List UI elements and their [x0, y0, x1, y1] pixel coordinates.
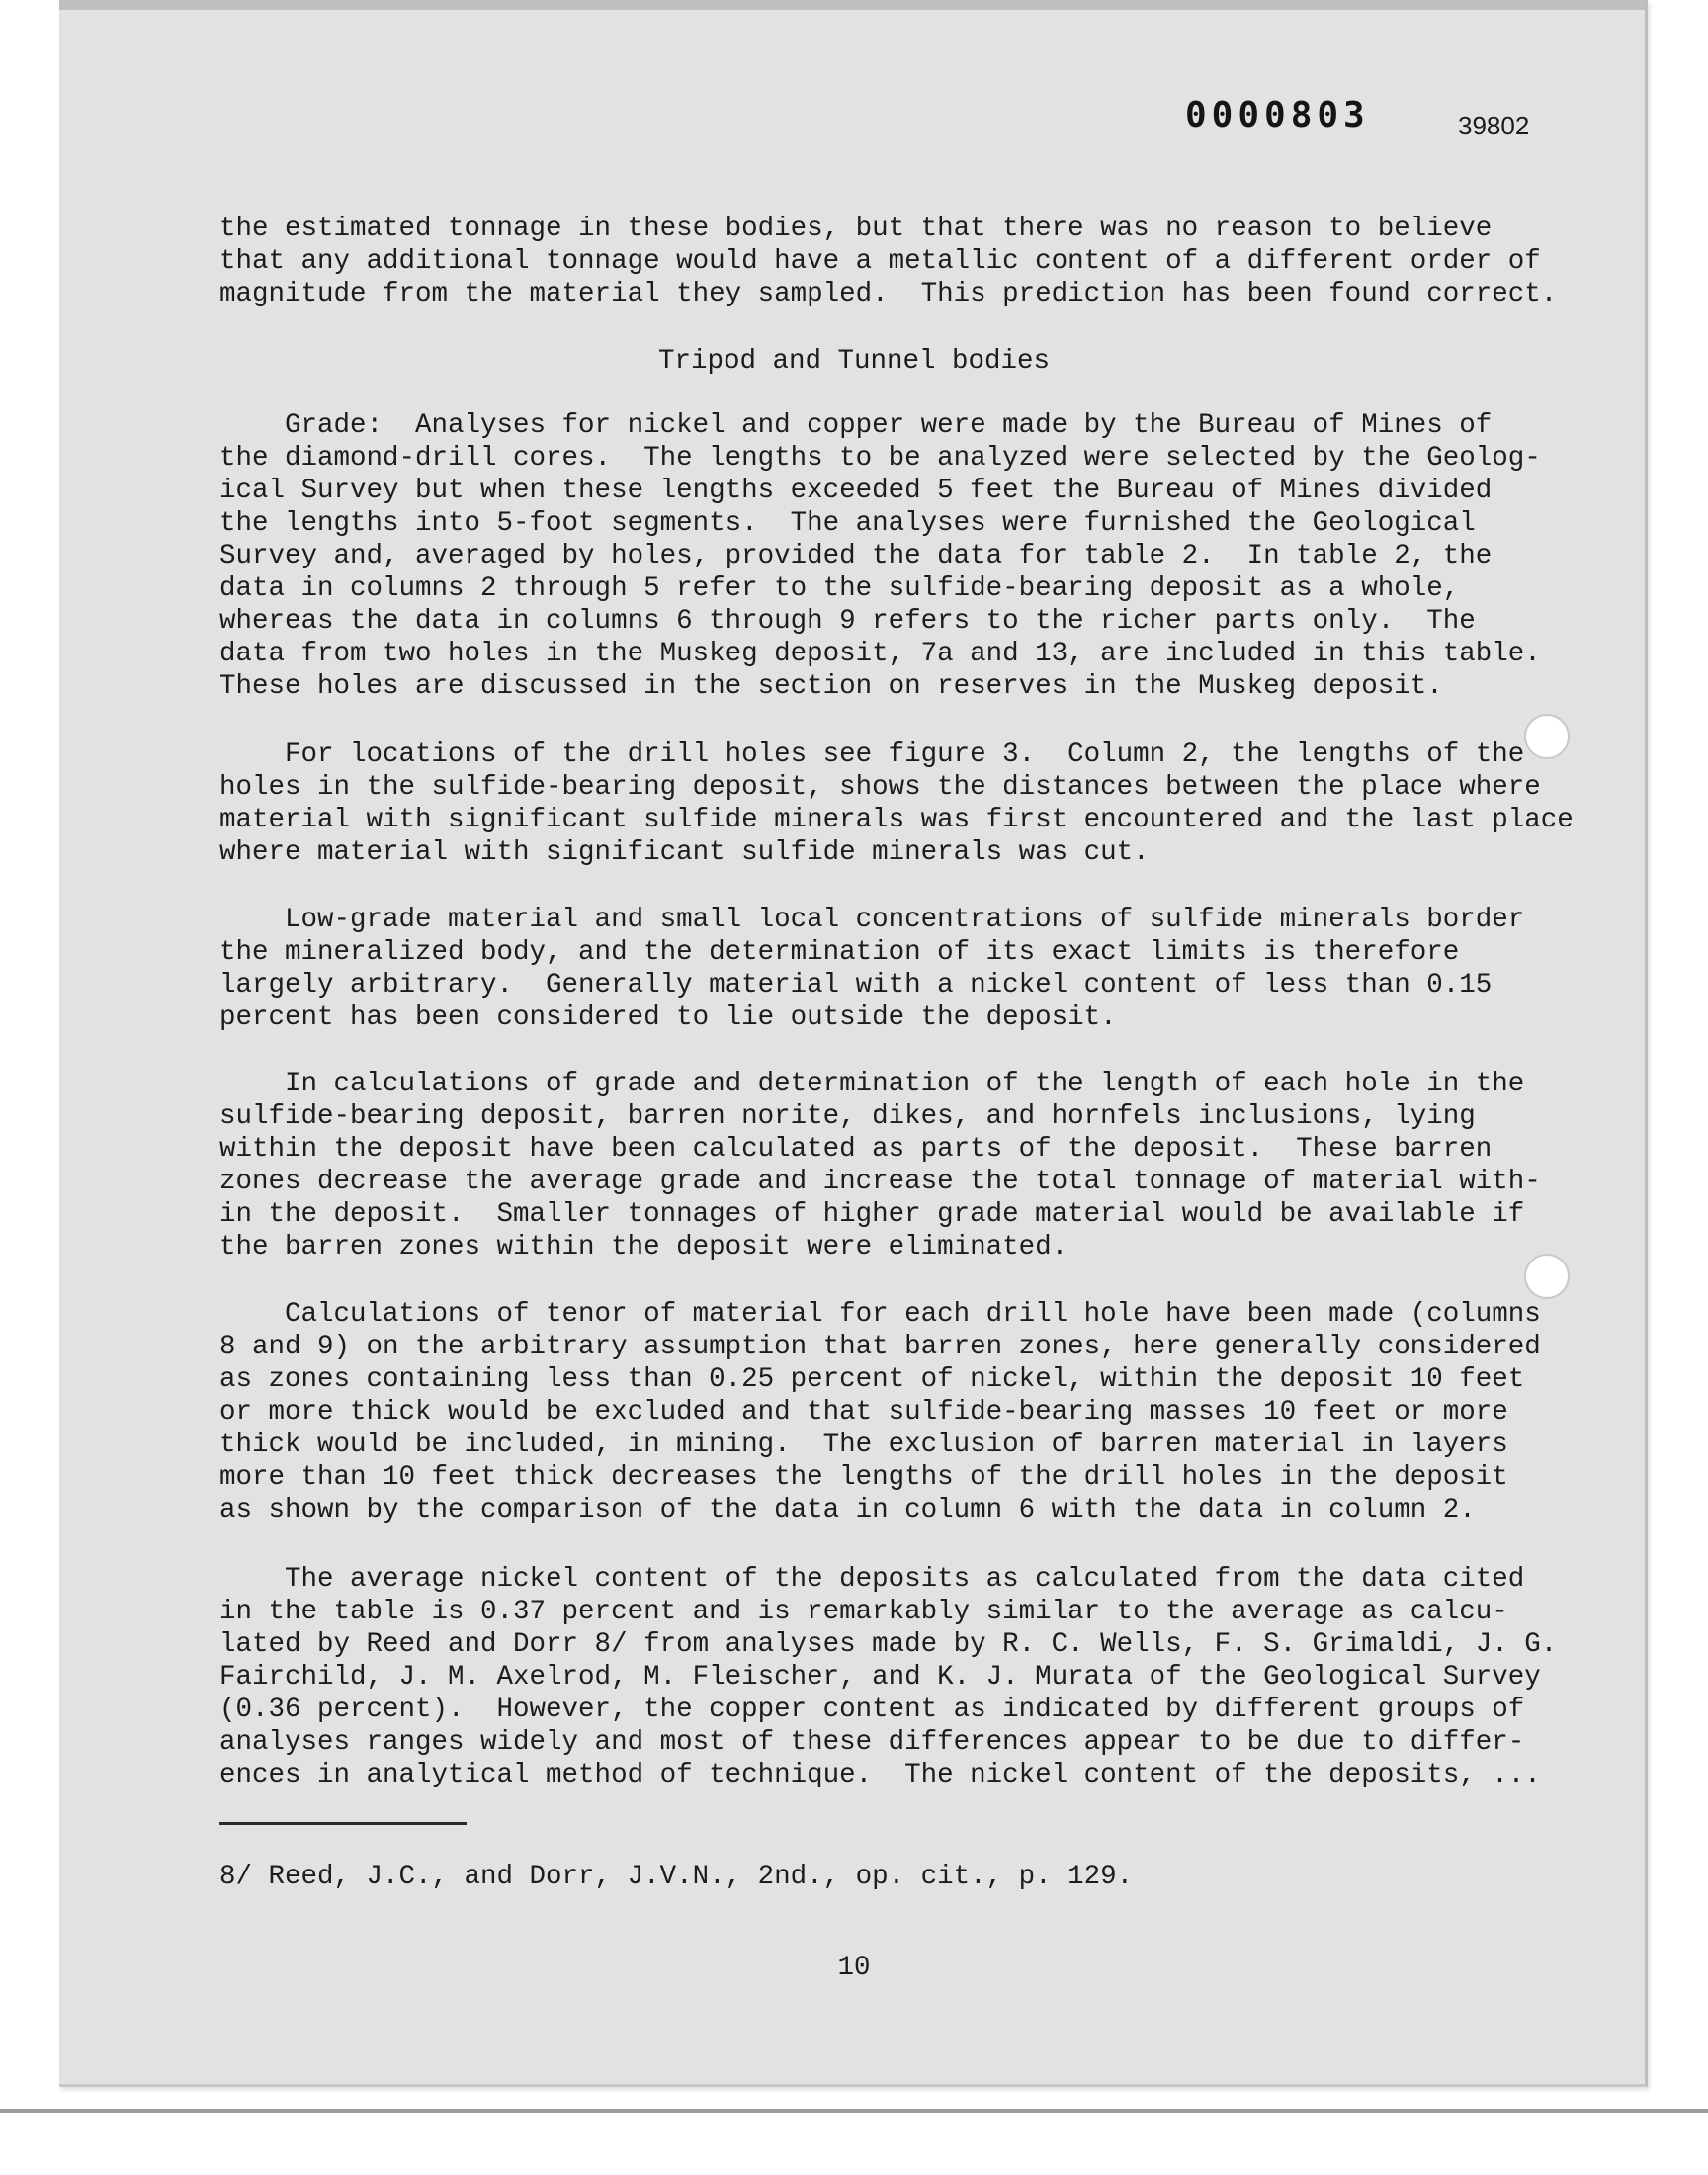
paragraph: In calculations of grade and determination of the length of each hole in the sulfide-bearing deposit, barren norite, dikes, and hornfels inclusions, lying within the deposit have been calculated as parts of the deposit. These barren zones decrease the average grade and increase the total tonnage of material with- in the deposit. Smaller tonnages of higher grade material would be available if the barren zones within the deposit were eliminated. — [219, 1069, 1541, 1262]
footnote-divider — [219, 1822, 467, 1825]
paragraph: For locations of the drill holes see figure 3. Column 2, the lengths of the holes in the sulfide-bearing deposit, shows the distances between the place where material with significant sulfide minerals was first encountered and the last place where material with significant sulfide minerals was cut. — [219, 740, 1574, 868]
scan-bottom-rule — [0, 2109, 1708, 2113]
scan-top-edge — [59, 0, 1645, 10]
paragraph: Calculations of tenor of material for each drill hole have been made (columns 8 and 9) on the arbitrary assumption that barren zones, here generally considered as zones containing less than 0.25 percent of nickel, within the deposit 10 feet or more thick would be excluded and that sulfide-bearing masses 10 feet or more thick would be included, in mining. The exclusion of barren material in layers more than 10 feet thick decreases the lengths of the drill holes in the deposit as shown by the comparison of the data in column 6 with the data in column 2. — [219, 1299, 1541, 1525]
paragraph: Grade: Analyses for nickel and copper were made by the Bureau of Mines of the diamond-drill cores. The lengths to be analyzed were selected by the Geolog- ical Survey but when these lengths exceeded 5 feet the Bureau of Mines divided the lengths into 5-foot segments. The analyses were furnished the Geological Survey and, averaged by holes, provided the data for table 2. In table 2, the data in columns 2 through 5 refer to the sulfide-bearing deposit as a whole, whereas the data in columns 6 through 9 refers to the richer parts only. The data from two holes in the Muskeg deposit, 7a and 13, are included in this table. These holes are discussed in the section on reserves in the Muskeg deposit. — [219, 410, 1541, 702]
page-number: 10 — [837, 1953, 871, 1983]
footnote: 8/ Reed, J.C., and Dorr, J.V.N., 2nd., op. cit., p. 129. — [219, 1862, 1134, 1892]
document-number: 39802 — [1458, 111, 1530, 140]
section-heading: Tripod and Tunnel bodies — [657, 346, 1051, 377]
paragraph: the estimated tonnage in these bodies, but that there was no reason to believe that any additional tonnage would have a metallic content of a different order of magnitude from the material they sampled. This prediction has been found correct. — [219, 214, 1558, 309]
paragraph: The average nickel content of the deposits as calculated from the data cited in the table is 0.37 percent and is remarkably similar to the average as calcu- lated by Reed and Dorr 8/ from analyses made by R. C. Wells, F. S. Grimaldi, J. G. Fairchild, J. M. Axelrod, M. Fleischer, and K. J. Murata of the Geological Survey (0.36 percent). However, the copper content as indicated by different groups of analyses ranges widely and most of these differences appear to be due to differ- ences in analytical method of technique. The nickel content of the deposits, ... — [219, 1564, 1558, 1790]
paragraph: Low-grade material and small local concentrations of sulfide minerals border the mineralized body, and the determination of its exact limits is therefore largely arbitrary. Generally material with a nickel content of less than 0.15 percent has been considered to lie outside the deposit. — [219, 905, 1525, 1033]
document-id-stamp: 0000803 — [1185, 95, 1370, 135]
